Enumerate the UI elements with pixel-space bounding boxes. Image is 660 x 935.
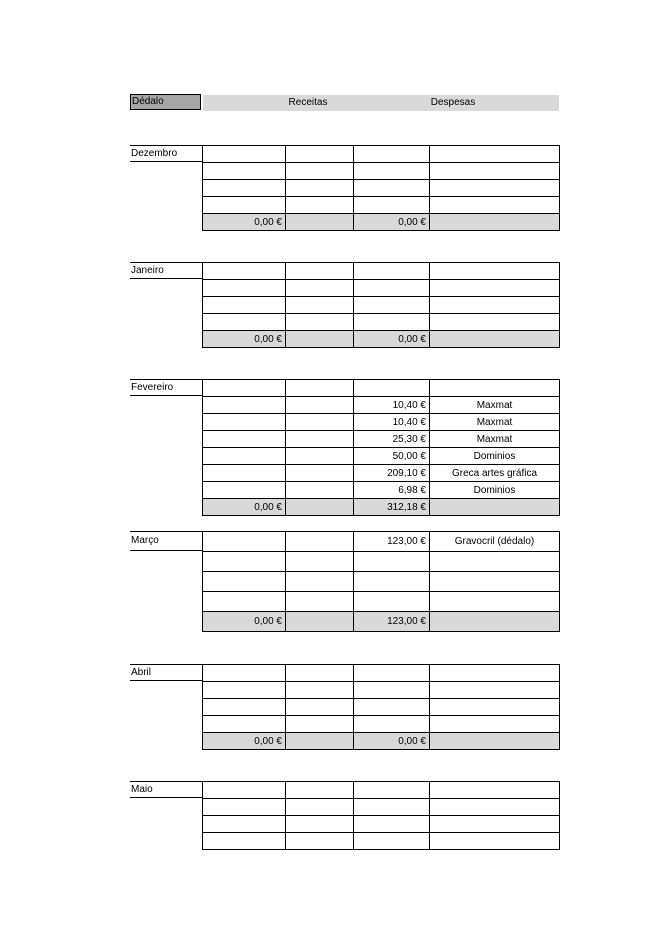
- despesas-value-cell[interactable]: [354, 380, 430, 397]
- despesas-value-cell[interactable]: [354, 816, 430, 833]
- month-table: [202, 531, 560, 632]
- despesas-desc-cell[interactable]: Dominios: [430, 448, 560, 465]
- table-row: [203, 297, 560, 314]
- despesas-desc-cell[interactable]: [430, 180, 560, 197]
- total-blank-cell[interactable]: [286, 499, 354, 516]
- despesas-desc-cell[interactable]: [430, 682, 560, 699]
- receitas-value-cell[interactable]: [203, 716, 286, 733]
- receitas-value-cell[interactable]: [203, 180, 286, 197]
- receitas-note-cell[interactable]: [286, 799, 354, 816]
- total-row: [203, 214, 560, 231]
- receitas-value-cell[interactable]: [203, 816, 286, 833]
- receitas-value-cell[interactable]: [203, 263, 286, 280]
- receitas-value-cell[interactable]: [203, 552, 286, 572]
- total-receitas-cell[interactable]: 0,00 €: [203, 612, 286, 632]
- despesas-desc-cell[interactable]: [430, 552, 560, 572]
- column-header-receitas: Receitas: [288, 97, 328, 108]
- receitas-value-cell[interactable]: [203, 414, 286, 431]
- despesas-value-cell[interactable]: 6,98 €: [354, 482, 430, 499]
- total-blank-cell[interactable]: [430, 214, 560, 231]
- despesas-value-cell[interactable]: 209,10 €: [354, 465, 430, 482]
- receitas-note-cell[interactable]: [286, 592, 354, 612]
- table-row: [203, 816, 560, 833]
- receitas-note-cell[interactable]: [286, 263, 354, 280]
- table-row: [203, 414, 560, 431]
- table-row: [203, 592, 560, 612]
- despesas-value-cell[interactable]: [354, 799, 430, 816]
- receitas-value-cell[interactable]: [203, 465, 286, 482]
- total-blank-cell[interactable]: [430, 733, 560, 750]
- month-label[interactable]: Fevereiro: [130, 379, 203, 396]
- month-table: [202, 262, 560, 348]
- receitas-value-cell[interactable]: [203, 197, 286, 214]
- table-row: [203, 665, 560, 682]
- despesas-desc-cell[interactable]: [430, 799, 560, 816]
- despesas-desc-cell[interactable]: Maxmat: [430, 414, 560, 431]
- receitas-value-cell[interactable]: [203, 682, 286, 699]
- receitas-note-cell[interactable]: [286, 833, 354, 850]
- despesas-desc-cell[interactable]: [430, 699, 560, 716]
- table-row: [203, 833, 560, 850]
- receitas-value-cell[interactable]: [203, 532, 286, 552]
- despesas-value-cell[interactable]: 10,40 €: [354, 414, 430, 431]
- month-label[interactable]: Dezembro: [130, 145, 203, 162]
- table-row: [203, 448, 560, 465]
- table-row: [203, 799, 560, 816]
- total-receitas-cell[interactable]: 0,00 €: [203, 499, 286, 516]
- receitas-note-cell[interactable]: [286, 532, 354, 552]
- month-table: [202, 379, 560, 516]
- month-label[interactable]: Março: [130, 531, 203, 551]
- despesas-value-cell[interactable]: 50,00 €: [354, 448, 430, 465]
- total-despesas-cell[interactable]: 0,00 €: [354, 733, 430, 750]
- table-row: [203, 197, 560, 214]
- despesas-value-cell[interactable]: 10,40 €: [354, 397, 430, 414]
- despesas-desc-cell[interactable]: [430, 380, 560, 397]
- despesas-desc-cell[interactable]: [430, 782, 560, 799]
- receitas-value-cell[interactable]: [203, 146, 286, 163]
- despesas-desc-cell[interactable]: [430, 197, 560, 214]
- receitas-value-cell[interactable]: [203, 782, 286, 799]
- month-label[interactable]: Maio: [130, 781, 203, 798]
- receitas-note-cell[interactable]: [286, 482, 354, 499]
- table-row: [203, 482, 560, 499]
- total-blank-cell[interactable]: [430, 612, 560, 632]
- month-table: [202, 145, 560, 231]
- table-row: [203, 552, 560, 572]
- despesas-value-cell[interactable]: [354, 782, 430, 799]
- receitas-note-cell[interactable]: [286, 816, 354, 833]
- total-row: [203, 733, 560, 750]
- receitas-note-cell[interactable]: [286, 414, 354, 431]
- receitas-note-cell[interactable]: [286, 297, 354, 314]
- receitas-note-cell[interactable]: [286, 699, 354, 716]
- receitas-note-cell[interactable]: [286, 380, 354, 397]
- despesas-desc-cell[interactable]: [430, 716, 560, 733]
- receitas-value-cell[interactable]: [203, 572, 286, 592]
- total-row: [203, 612, 560, 632]
- despesas-value-cell[interactable]: [354, 592, 430, 612]
- total-blank-cell[interactable]: [286, 612, 354, 632]
- despesas-desc-cell[interactable]: Maxmat: [430, 431, 560, 448]
- receitas-note-cell[interactable]: [286, 180, 354, 197]
- month-label[interactable]: Janeiro: [130, 262, 203, 279]
- receitas-value-cell[interactable]: [203, 280, 286, 297]
- total-despesas-cell[interactable]: 0,00 €: [354, 331, 430, 348]
- total-despesas-cell[interactable]: 0,00 €: [354, 214, 430, 231]
- receitas-note-cell[interactable]: [286, 682, 354, 699]
- despesas-value-cell[interactable]: [354, 572, 430, 592]
- total-blank-cell[interactable]: [286, 214, 354, 231]
- receitas-note-cell[interactable]: [286, 163, 354, 180]
- total-despesas-cell[interactable]: 123,00 €: [354, 612, 430, 632]
- table-row: [203, 532, 560, 552]
- receitas-value-cell[interactable]: [203, 163, 286, 180]
- despesas-value-cell[interactable]: [354, 682, 430, 699]
- receitas-value-cell[interactable]: [203, 833, 286, 850]
- receitas-note-cell[interactable]: [286, 397, 354, 414]
- despesas-value-cell[interactable]: 25,30 €: [354, 431, 430, 448]
- month-label[interactable]: Abril: [130, 664, 203, 681]
- receitas-value-cell[interactable]: [203, 431, 286, 448]
- despesas-desc-cell[interactable]: Gravocril (dédalo): [430, 532, 560, 552]
- despesas-value-cell[interactable]: [354, 699, 430, 716]
- receitas-value-cell[interactable]: [203, 380, 286, 397]
- receitas-value-cell[interactable]: [203, 482, 286, 499]
- total-blank-cell[interactable]: [286, 331, 354, 348]
- receitas-value-cell[interactable]: [203, 665, 286, 682]
- table-row: [203, 465, 560, 482]
- table-row: [203, 180, 560, 197]
- table-row: [203, 163, 560, 180]
- receitas-note-cell[interactable]: [286, 572, 354, 592]
- despesas-desc-cell[interactable]: [430, 146, 560, 163]
- despesas-value-cell[interactable]: [354, 180, 430, 197]
- receitas-value-cell[interactable]: [203, 592, 286, 612]
- despesas-value-cell[interactable]: [354, 146, 430, 163]
- total-blank-cell[interactable]: [430, 499, 560, 516]
- despesas-value-cell[interactable]: [354, 665, 430, 682]
- total-receitas-cell[interactable]: 0,00 €: [203, 331, 286, 348]
- total-blank-cell[interactable]: [286, 733, 354, 750]
- receitas-note-cell[interactable]: [286, 431, 354, 448]
- despesas-value-cell[interactable]: [354, 716, 430, 733]
- despesas-value-cell[interactable]: [354, 263, 430, 280]
- table-row: [203, 716, 560, 733]
- total-receitas-cell[interactable]: 0,00 €: [203, 733, 286, 750]
- despesas-value-cell[interactable]: [354, 163, 430, 180]
- receitas-value-cell[interactable]: [203, 799, 286, 816]
- receitas-note-cell[interactable]: [286, 665, 354, 682]
- receitas-note-cell[interactable]: [286, 197, 354, 214]
- despesas-value-cell[interactable]: [354, 833, 430, 850]
- receitas-note-cell[interactable]: [286, 146, 354, 163]
- despesas-desc-cell[interactable]: [430, 163, 560, 180]
- despesas-desc-cell[interactable]: Maxmat: [430, 397, 560, 414]
- column-header-despesas: Despesas: [430, 97, 476, 108]
- column-header-band: [203, 95, 559, 111]
- total-row: [203, 499, 560, 516]
- despesas-value-cell[interactable]: 123,00 €: [354, 532, 430, 552]
- table-row: [203, 380, 560, 397]
- receitas-note-cell[interactable]: [286, 782, 354, 799]
- despesas-desc-cell[interactable]: Greca artes gráfica: [430, 465, 560, 482]
- despesas-desc-cell[interactable]: [430, 665, 560, 682]
- despesas-desc-cell[interactable]: [430, 816, 560, 833]
- despesas-desc-cell[interactable]: [430, 833, 560, 850]
- receitas-value-cell[interactable]: [203, 448, 286, 465]
- table-row: [203, 263, 560, 280]
- receitas-note-cell[interactable]: [286, 552, 354, 572]
- table-row: [203, 572, 560, 592]
- receitas-note-cell[interactable]: [286, 280, 354, 297]
- receitas-note-cell[interactable]: [286, 465, 354, 482]
- table-row: [203, 699, 560, 716]
- despesas-value-cell[interactable]: [354, 297, 430, 314]
- receitas-value-cell[interactable]: [203, 297, 286, 314]
- despesas-value-cell[interactable]: [354, 552, 430, 572]
- month-table: [202, 781, 560, 850]
- despesas-desc-cell[interactable]: [430, 297, 560, 314]
- despesas-desc-cell[interactable]: [430, 572, 560, 592]
- table-row: [203, 397, 560, 414]
- despesas-desc-cell[interactable]: [430, 280, 560, 297]
- despesas-desc-cell[interactable]: [430, 263, 560, 280]
- total-despesas-cell[interactable]: 312,18 €: [354, 499, 430, 516]
- receitas-note-cell[interactable]: [286, 314, 354, 331]
- despesas-desc-cell[interactable]: Dominios: [430, 482, 560, 499]
- table-row: [203, 782, 560, 799]
- sheet-title-cell[interactable]: Dédalo: [130, 94, 201, 110]
- month-table: [202, 664, 560, 750]
- total-blank-cell[interactable]: [430, 331, 560, 348]
- receitas-note-cell[interactable]: [286, 448, 354, 465]
- despesas-value-cell[interactable]: [354, 314, 430, 331]
- despesas-desc-cell[interactable]: [430, 592, 560, 612]
- despesas-value-cell[interactable]: [354, 197, 430, 214]
- table-row: [203, 431, 560, 448]
- total-row: [203, 331, 560, 348]
- table-row: [203, 682, 560, 699]
- table-row: [203, 280, 560, 297]
- receitas-value-cell[interactable]: [203, 314, 286, 331]
- receitas-value-cell[interactable]: [203, 397, 286, 414]
- table-row: [203, 314, 560, 331]
- total-receitas-cell[interactable]: 0,00 €: [203, 214, 286, 231]
- receitas-note-cell[interactable]: [286, 716, 354, 733]
- despesas-value-cell[interactable]: [354, 280, 430, 297]
- table-row: [203, 146, 560, 163]
- despesas-desc-cell[interactable]: [430, 314, 560, 331]
- receitas-value-cell[interactable]: [203, 699, 286, 716]
